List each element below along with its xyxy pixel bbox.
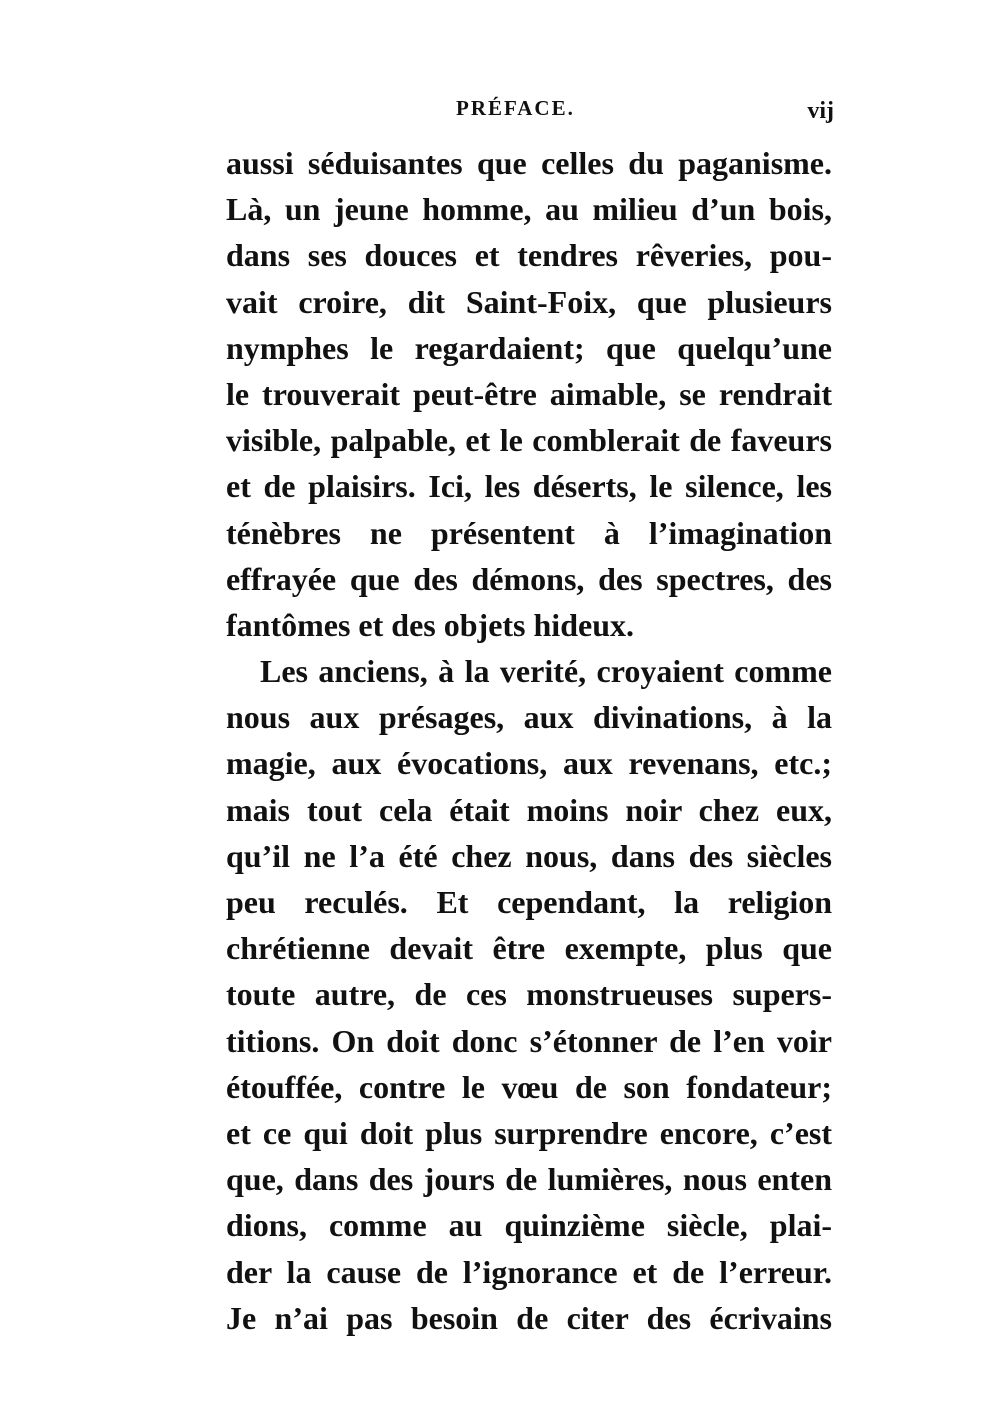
text-line: dions, comme au quinzième siècle, plai- (226, 1207, 832, 1244)
paragraph-start-line: Les anciens, à la verité, croyaient comme (260, 653, 832, 690)
text-line: ténèbres ne présentent à l’imagination (226, 514, 832, 551)
text-line: nymphes le regardaient; que quelqu’une (226, 329, 832, 366)
text-line: que, dans des jours de lumières, nous enten (226, 1161, 832, 1198)
text-line: étouffée, contre le vœu de son fondateur; (226, 1068, 832, 1105)
text-line: peu reculés. Et cependant, la religion (226, 884, 832, 920)
text-line: le trouverait peut-être aimable, se rendrait (226, 375, 832, 412)
text-line: Je n’ai pas besoin de citer des écrivains (226, 1299, 832, 1336)
page-number: vij (807, 98, 834, 124)
text-line: mais tout cela était moins noir chez eux, (226, 791, 832, 828)
text-line: visible, palpable, et le comblerait de faveurs (226, 422, 832, 459)
text-line: der la cause de l’ignorance et de l’erreur. (226, 1253, 832, 1290)
text-line: toute autre, de ces monstrueuses supers- (226, 976, 832, 1013)
text-line: nous aux présages, aux divinations, à la (226, 699, 832, 736)
text-line: qu’il ne l’a été chez nous, dans des siècles (226, 837, 832, 874)
running-title: PRÉFACE. (456, 96, 575, 120)
body-text (226, 140, 832, 1341)
text-line: chrétienne devait être exempte, plus que (226, 930, 832, 967)
text-line: vait croire, dit Saint-Foix, que plusieurs (226, 283, 832, 320)
text-line: titions. On doit donc s’étonner de l’en voir (226, 1022, 832, 1059)
paragraph-end-line: fantômes et des objets hideux. (226, 606, 634, 643)
text-line: aussi séduisantes que celles du paganisme. (226, 145, 832, 181)
text-line: effrayée que des démons, des spectres, des (226, 560, 832, 597)
text-line: Là, un jeune homme, au milieu d’un bois, (226, 191, 832, 228)
page-header (228, 96, 834, 130)
text-line: magie, aux évocations, aux revenans, etc.; (226, 745, 832, 782)
text-line: et de plaisirs. Ici, les déserts, le silence, les (226, 468, 832, 505)
text-line: dans ses douces et tendres rêveries, pou- (226, 237, 832, 274)
text-line: et ce qui doit plus surprendre encore, c’est (226, 1114, 832, 1151)
